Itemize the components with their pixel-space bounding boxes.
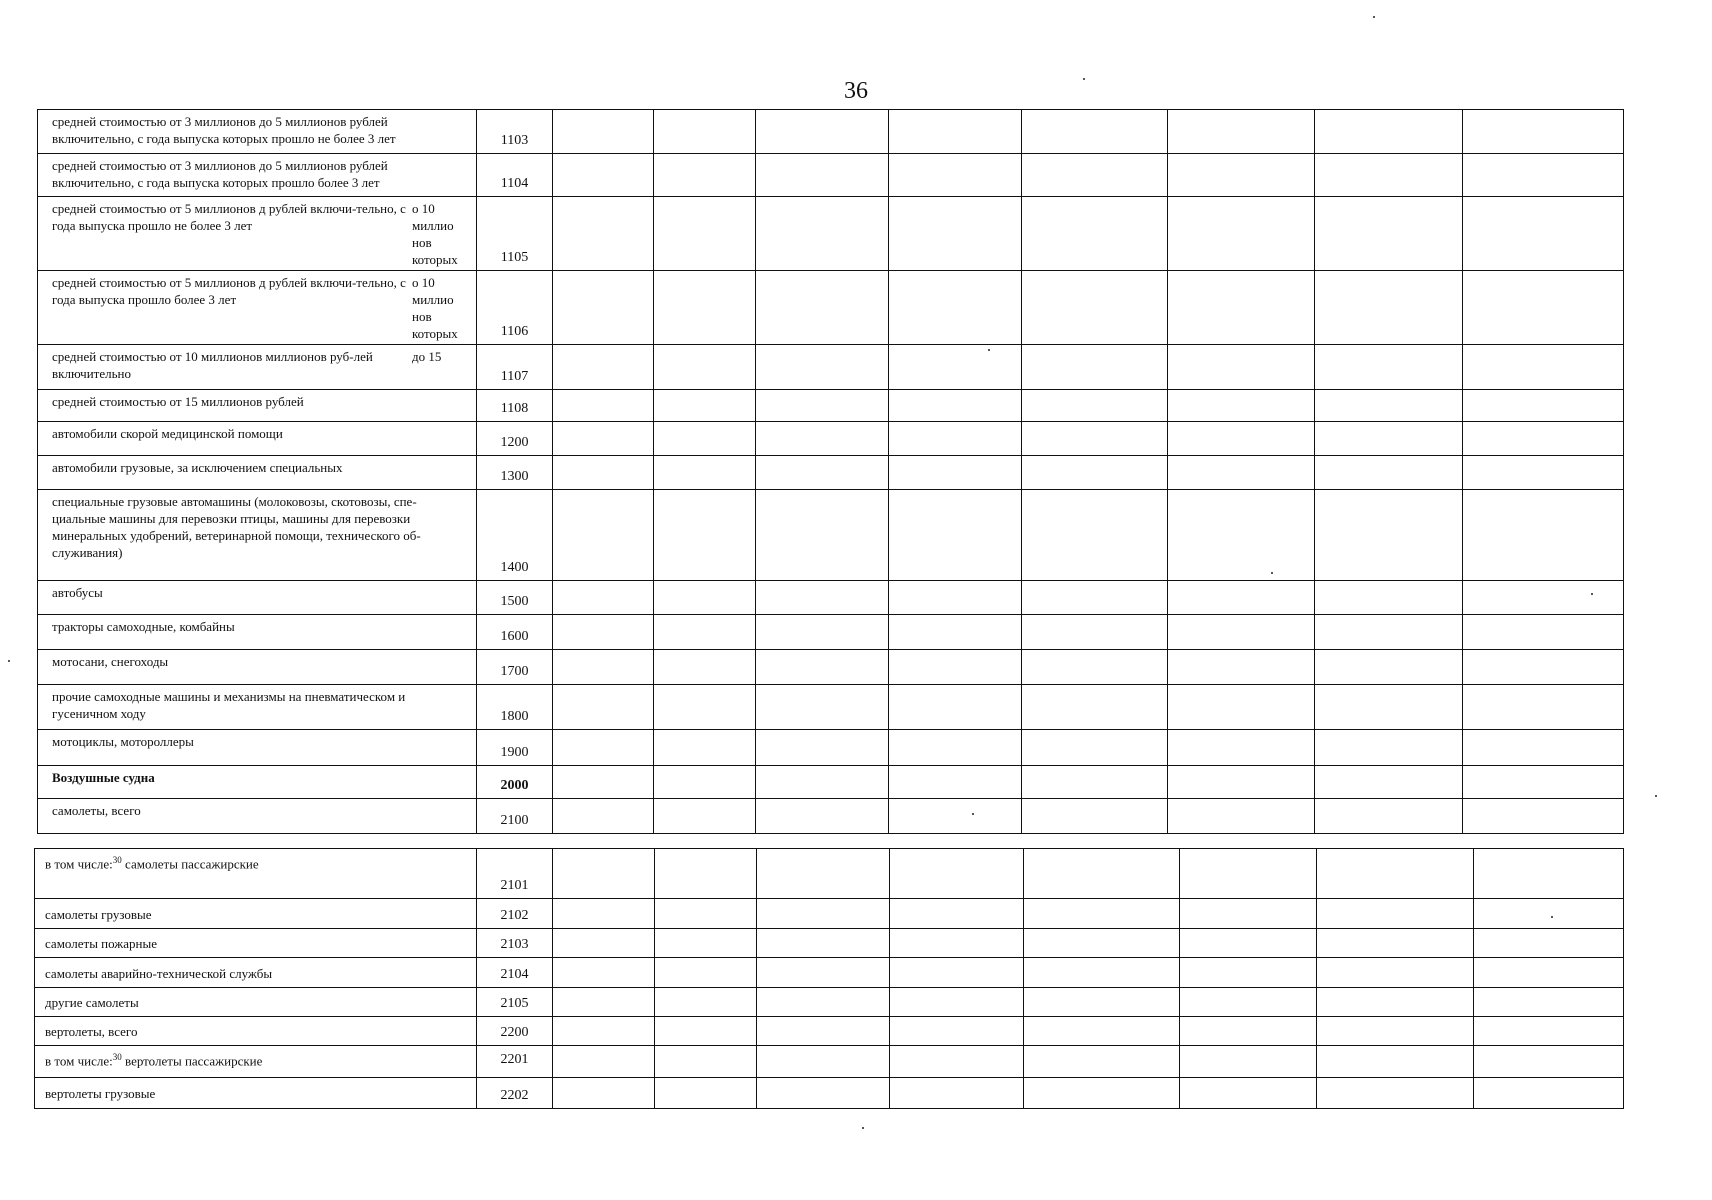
table-cell[interactable] [1315,456,1463,490]
table-cell[interactable] [654,766,756,799]
table-cell[interactable] [1022,110,1168,154]
row-prefix: в том числе: [45,856,113,872]
table-top [37,109,1624,834]
table-row [38,581,1624,615]
table-cell[interactable] [553,390,654,422]
table-cell[interactable] [757,849,890,899]
table-cell[interactable] [553,849,655,899]
scan-speck [8,660,10,662]
table-cell[interactable] [890,849,1024,899]
table-cell[interactable] [756,581,889,615]
table-cell[interactable] [1168,271,1315,345]
row-code: 2105 [477,988,553,1017]
table-cell[interactable] [1315,615,1463,650]
table-cell[interactable] [553,650,654,685]
row-code: 2100 [477,799,553,834]
table-cell[interactable] [1022,197,1168,271]
table-cell[interactable] [1022,615,1168,650]
table-cell[interactable] [1168,422,1315,456]
row-label: автомобили скорой медицинской помощи [38,422,477,456]
table-row [35,849,1624,899]
table-cell[interactable] [1024,899,1180,929]
table-cell[interactable] [757,1078,890,1109]
table-cell[interactable] [1463,422,1624,456]
table-cell[interactable] [654,730,756,766]
table-cell[interactable] [1022,650,1168,685]
table-cell[interactable] [1024,1017,1180,1046]
row-code: 1400 [477,490,553,581]
table-cell[interactable] [757,988,890,1017]
table-cell[interactable] [1463,615,1624,650]
table-cell[interactable] [756,110,889,154]
row-code: 1108 [477,390,553,422]
table-cell[interactable] [1168,766,1315,799]
row-code: 1300 [477,456,553,490]
table-row [35,1078,1624,1109]
table-cell[interactable] [655,1078,757,1109]
table-cell[interactable] [553,766,654,799]
table-cell[interactable] [889,390,1022,422]
table-row [38,154,1624,197]
table-cell[interactable] [756,345,889,390]
table-cell[interactable] [1317,849,1474,899]
table-row [35,958,1624,988]
scan-speck [988,349,990,351]
table-cell[interactable] [756,650,889,685]
row-label: средней стоимостью от 10 миллионов миллионов руб-лей включительно [52,349,373,381]
scan-speck [972,813,974,815]
table-cell[interactable] [889,730,1022,766]
table-cell[interactable] [1315,650,1463,685]
table-cell[interactable] [1463,345,1624,390]
table-cell[interactable] [654,615,756,650]
table-cell[interactable] [1315,799,1463,834]
table-cell[interactable] [1463,799,1624,834]
table-cell[interactable] [756,390,889,422]
table-cell[interactable] [889,685,1022,730]
table-cell[interactable] [1315,110,1463,154]
row-code: 1200 [477,422,553,456]
table-cell[interactable] [1180,1046,1317,1078]
table-cell[interactable] [553,154,654,197]
table-cell[interactable] [1474,849,1624,899]
table-cell[interactable] [1024,988,1180,1017]
table-cell[interactable] [1474,1046,1624,1078]
table-cell[interactable] [655,988,757,1017]
table-cell[interactable] [654,685,756,730]
table-cell[interactable] [553,929,655,958]
table-cell[interactable] [1022,390,1168,422]
table-cell[interactable] [655,1046,757,1078]
table-cell[interactable] [756,456,889,490]
table-cell[interactable] [654,197,756,271]
table-cell[interactable] [1168,685,1315,730]
table-cell[interactable] [1463,490,1624,581]
table-cell[interactable] [1315,730,1463,766]
table-cell[interactable] [1315,390,1463,422]
footnote-mark: 30 [112,1052,122,1062]
table-cell[interactable] [1463,730,1624,766]
row-code: 2103 [477,929,553,958]
table-cell[interactable] [553,456,654,490]
table-cell[interactable] [1168,456,1315,490]
scan-speck [1655,795,1657,797]
table-cell[interactable] [1022,685,1168,730]
table-cell[interactable] [654,390,756,422]
table-cell[interactable] [756,154,889,197]
table-cell[interactable] [1315,766,1463,799]
table-cell[interactable] [890,988,1024,1017]
table-cell[interactable] [1022,154,1168,197]
table-row [38,766,1624,799]
table-cell[interactable] [889,345,1022,390]
table-cell[interactable] [1168,615,1315,650]
table-cell[interactable] [1463,456,1624,490]
table-row [38,271,1624,345]
row-code: 2104 [477,958,553,988]
table-cell[interactable] [654,650,756,685]
table-cell[interactable] [654,154,756,197]
table-cell[interactable] [553,1078,655,1109]
table-cell[interactable] [654,422,756,456]
row-label: самолеты аварийно-технической службы [35,958,477,988]
table-cell[interactable] [553,581,654,615]
table-cell[interactable] [1317,899,1474,929]
footnote-mark: 30 [112,855,122,865]
table-cell[interactable] [1463,154,1624,197]
row-label: другие самолеты [35,988,477,1017]
table-row [38,110,1624,154]
table-cell[interactable] [1022,456,1168,490]
table-cell[interactable] [1024,1046,1180,1078]
table-cell[interactable] [756,730,889,766]
table-cell[interactable] [889,456,1022,490]
row-label: средней стоимостью от 3 миллионов до 5 миллионов рублей включительно, с года выпуска которых прошло не более 3 лет [38,110,477,154]
table-cell[interactable] [756,799,889,834]
table-cell[interactable] [1168,197,1315,271]
table-cell[interactable] [1022,799,1168,834]
table-cell[interactable] [890,929,1024,958]
table-cell[interactable] [1463,110,1624,154]
table-cell[interactable] [553,1046,655,1078]
table-cell[interactable] [889,271,1022,345]
table-cell[interactable] [889,422,1022,456]
row-code: 1700 [477,650,553,685]
table-row [35,1046,1624,1078]
table-cell[interactable] [1315,581,1463,615]
table-row [35,899,1624,929]
table-cell[interactable] [1463,581,1624,615]
table-cell[interactable] [553,1017,655,1046]
table-cell[interactable] [1317,988,1474,1017]
table-cell[interactable] [889,581,1022,615]
row-label: вертолеты грузовые [35,1078,477,1109]
table-cell[interactable] [655,1017,757,1046]
table-cell[interactable] [553,490,654,581]
table-cell[interactable] [1463,197,1624,271]
table-cell[interactable] [756,615,889,650]
table-cell[interactable] [654,490,756,581]
table-cell[interactable] [889,799,1022,834]
table-cell[interactable] [1463,650,1624,685]
table-cell[interactable] [654,345,756,390]
table-cell[interactable] [1463,766,1624,799]
row-label-extra: до 15 [412,349,442,364]
page-number: 36 [844,78,868,104]
table-cell[interactable] [889,154,1022,197]
table-row [38,390,1624,422]
row-label: самолеты, всего [38,799,477,834]
table-cell[interactable] [890,1046,1024,1078]
table-cell[interactable] [889,615,1022,650]
row-code: 2201 [477,1046,553,1078]
table-row [38,650,1624,685]
table-cell[interactable] [757,1017,890,1046]
table-cell[interactable] [654,456,756,490]
table-cell[interactable] [889,766,1022,799]
table-cell[interactable] [1024,958,1180,988]
table-cell[interactable] [553,958,655,988]
table-row [35,1017,1624,1046]
table-row [38,730,1624,766]
table-row [35,929,1624,958]
row-label: средней стоимостью от 5 миллионов д рублей включи-тельно, с года выпуска прошло не более 3 лет [52,201,406,233]
table-cell[interactable] [1180,988,1317,1017]
table-cell[interactable] [1315,271,1463,345]
table-cell[interactable] [1180,1017,1317,1046]
table-cell[interactable] [553,110,654,154]
table-cell[interactable] [654,581,756,615]
table-cell[interactable] [1024,1078,1180,1109]
scan-speck [862,1127,864,1129]
table-cell[interactable] [757,929,890,958]
row-code: 2102 [477,899,553,929]
table-cell[interactable] [553,799,654,834]
table-cell[interactable] [890,958,1024,988]
table-cell[interactable] [654,799,756,834]
table-cell[interactable] [1022,271,1168,345]
table-cell[interactable] [1474,929,1624,958]
table-cell[interactable] [1180,1078,1317,1109]
table-cell[interactable] [553,422,654,456]
table-cell[interactable] [889,490,1022,581]
table-cell[interactable] [1317,1017,1474,1046]
table-cell[interactable] [1315,197,1463,271]
row-label: самолеты пассажирские [125,856,259,872]
row-label-cell [35,849,477,899]
table-cell[interactable] [553,345,654,390]
row-prefix: в том числе: [45,1053,113,1069]
table-cell[interactable] [1168,650,1315,685]
row-label: автомобили грузовые, за исключением специальных [38,456,477,490]
row-label-cell [38,271,477,345]
row-label: вертолеты, всего [35,1017,477,1046]
row-label: самолеты грузовые [35,899,477,929]
scan-speck [1083,78,1085,80]
table-cell[interactable] [1474,1078,1624,1109]
table-row [38,197,1624,271]
table-cell[interactable] [1317,958,1474,988]
table-cell[interactable] [1022,490,1168,581]
table-cell[interactable] [757,958,890,988]
row-label: средней стоимостью от 3 миллионов до 5 миллионов рублей включительно, с года выпуска которых прошло более 3 лет [38,154,477,197]
table-cell[interactable] [1022,345,1168,390]
row-code: 1800 [477,685,553,730]
table-cell[interactable] [1168,730,1315,766]
table-cell[interactable] [1168,345,1315,390]
table-cell[interactable] [756,271,889,345]
table-cell[interactable] [1168,154,1315,197]
row-code: 1105 [477,197,553,271]
table-bottom [34,848,1624,1109]
table-row [38,685,1624,730]
table-row [38,615,1624,650]
table-cell[interactable] [1317,929,1474,958]
row-label: средней стоимостью от 5 миллионов д рублей включи-тельно, с года выпуска прошло более 3 лет [52,275,406,307]
table-cell[interactable] [553,730,654,766]
row-code: 2101 [477,849,553,899]
table-cell[interactable] [553,988,655,1017]
table-cell[interactable] [756,422,889,456]
scan-speck [1271,572,1273,574]
scan-speck [1551,916,1553,918]
table-cell[interactable] [889,197,1022,271]
table-cell[interactable] [1168,799,1315,834]
table-cell[interactable] [654,271,756,345]
table-cell[interactable] [1315,345,1463,390]
table-cell[interactable] [756,197,889,271]
table-cell[interactable] [1315,422,1463,456]
table-cell[interactable] [655,899,757,929]
row-code: 2202 [477,1078,553,1109]
table-cell[interactable] [1022,581,1168,615]
table-cell[interactable] [553,197,654,271]
row-label: прочие самоходные машины и механизмы на пневматическом и гусеничном ходу [38,685,477,730]
row-label: средней стоимостью от 15 миллионов рублей [38,390,477,422]
table-cell[interactable] [1317,1078,1474,1109]
table-cell[interactable] [756,685,889,730]
table-cell[interactable] [890,899,1024,929]
table-row [38,799,1624,834]
table-cell[interactable] [757,899,890,929]
table-cell[interactable] [654,110,756,154]
scan-speck [1373,16,1375,18]
row-label-extra: о 10 миллио нов которых [412,275,458,341]
table-cell[interactable] [655,958,757,988]
table-cell[interactable] [756,490,889,581]
table-cell[interactable] [1463,271,1624,345]
table-cell[interactable] [1315,490,1463,581]
table-cell[interactable] [1474,899,1624,929]
row-code: 1106 [477,271,553,345]
table-cell[interactable] [1024,849,1180,899]
row-label: мотоциклы, мотороллеры [38,730,477,766]
table-cell[interactable] [1180,849,1317,899]
row-label: самолеты пожарные [35,929,477,958]
scan-speck [1591,593,1593,595]
table-row [35,988,1624,1017]
table-cell[interactable] [889,110,1022,154]
table-cell[interactable] [1168,110,1315,154]
table-cell[interactable] [1474,958,1624,988]
table-cell[interactable] [1024,929,1180,958]
row-label-extra: о 10 миллио нов которых [412,201,458,267]
row-label-cell [38,197,477,271]
table-cell[interactable] [553,615,654,650]
table-cell[interactable] [1180,929,1317,958]
row-label-cell [35,1046,477,1078]
row-label: специальные грузовые автомашины (молоковозы, скотовозы, спе-циальные машины для перевозки птицы, машины для перевозки минеральных удобрений, ветеринарной помощи, технического об-служивания) [38,490,477,581]
row-code: 1600 [477,615,553,650]
table-cell[interactable] [553,271,654,345]
table-cell[interactable] [889,650,1022,685]
table-cell[interactable] [1022,730,1168,766]
table-row [38,490,1624,581]
table-cell[interactable] [553,685,654,730]
row-code: 1104 [477,154,553,197]
table-cell[interactable] [756,766,889,799]
table-cell[interactable] [1168,581,1315,615]
table-cell[interactable] [1463,390,1624,422]
table-cell[interactable] [655,929,757,958]
table-cell[interactable] [1315,154,1463,197]
row-label: Воздушные судна [38,766,477,799]
table-row [38,456,1624,490]
table-cell[interactable] [1180,899,1317,929]
row-label: мотосани, снегоходы [38,650,477,685]
table-cell[interactable] [1022,766,1168,799]
row-code: 2200 [477,1017,553,1046]
row-code: 1103 [477,110,553,154]
row-label: тракторы самоходные, комбайны [38,615,477,650]
row-label: автобусы [38,581,477,615]
row-code: 1500 [477,581,553,615]
table-cell[interactable] [757,1046,890,1078]
table-row [38,422,1624,456]
table-cell[interactable] [1474,1017,1624,1046]
table-cell[interactable] [1317,1046,1474,1078]
table-cell[interactable] [655,849,757,899]
table-cell[interactable] [1315,685,1463,730]
table-cell[interactable] [890,1078,1024,1109]
table-cell[interactable] [1474,988,1624,1017]
row-code: 2000 [477,766,553,799]
row-code: 1900 [477,730,553,766]
table-cell[interactable] [1180,958,1317,988]
table-cell[interactable] [1168,490,1315,581]
table-cell[interactable] [1463,685,1624,730]
table-cell[interactable] [890,1017,1024,1046]
table-row [38,345,1624,390]
table-cell[interactable] [553,899,655,929]
row-label-cell [38,345,477,390]
row-code: 1107 [477,345,553,390]
table-cell[interactable] [1022,422,1168,456]
row-label: вертолеты пассажирские [125,1053,263,1069]
table-cell[interactable] [1168,390,1315,422]
